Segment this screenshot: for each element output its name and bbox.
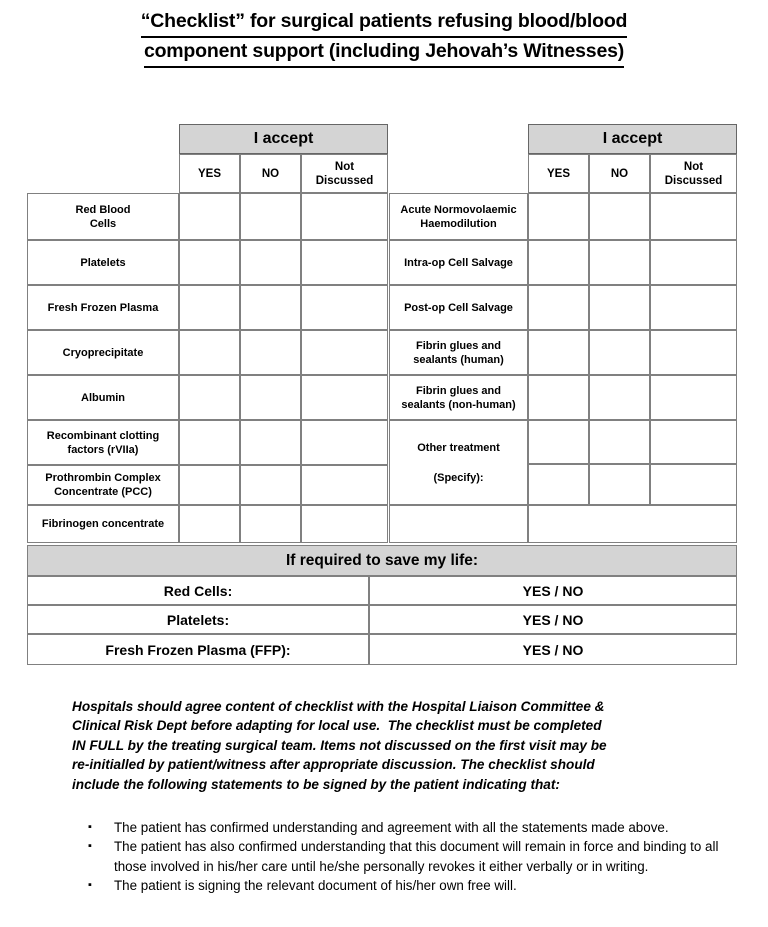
left-row-not-discussed-cell[interactable] (301, 240, 388, 285)
list-item (88, 818, 743, 837)
left-row-not-discussed-cell[interactable] (301, 420, 388, 465)
right-row-label (389, 375, 528, 420)
list-item-text: The patient has confirmed understanding and agreement with all the statements made above. (114, 820, 669, 835)
square-bullet-icon: ▪ (88, 878, 92, 891)
other-treatment-no-cell-a[interactable] (589, 420, 650, 464)
right-row-label (389, 285, 528, 330)
left-row-yes-cell[interactable] (179, 465, 240, 505)
left-row-label (27, 375, 179, 420)
left-row-no-cell[interactable] (240, 375, 301, 420)
right-row-no-cell[interactable] (589, 375, 650, 420)
guidance-note-line-4: re-initialled by patient/witness after appropriate discussion. The checklist should (72, 757, 595, 773)
other-treatment-not-discussed-cell-b[interactable] (650, 464, 737, 505)
left-table-col-no: NO (240, 154, 301, 193)
square-bullet-icon: ▪ (88, 821, 92, 833)
left-table-accept-header: I accept (179, 124, 388, 154)
left-table-col-yes: YES (179, 154, 240, 193)
right-row-label-line1: Fibrin glues and (416, 384, 501, 397)
left-row-label-line1: Prothrombin Complex (45, 472, 161, 484)
right-row-label-line1: Acute Normovolaemic (400, 203, 517, 216)
right-row-no-cell[interactable] (589, 330, 650, 375)
left-row-not-discussed-cell[interactable] (301, 505, 388, 543)
right-row-no-cell[interactable] (589, 193, 650, 240)
left-row-yes-cell[interactable] (179, 375, 240, 420)
left-row-yes-cell[interactable] (179, 240, 240, 285)
right-row-label (389, 193, 528, 240)
left-row-not-discussed-cell[interactable] (301, 285, 388, 330)
right-table-col-not-discussed (650, 154, 737, 193)
left-row-label-line1: Cryoprecipitate (62, 346, 144, 359)
other-treatment-no-cell-b[interactable] (589, 464, 650, 505)
right-row-not-discussed-cell[interactable] (650, 240, 737, 285)
other-treatment-line2: (Specify): (433, 471, 484, 484)
left-row-label (27, 240, 179, 285)
left-row-no-cell[interactable] (240, 193, 301, 240)
left-row-yes-cell[interactable] (179, 505, 240, 543)
right-table-last-blank-label[interactable] (389, 505, 528, 543)
left-row-label (27, 193, 179, 240)
right-row-label-line2: sealants (human) (413, 353, 504, 366)
life-table-header: If required to save my life: (27, 545, 737, 576)
left-row-label (27, 465, 179, 505)
right-row-yes-cell[interactable] (528, 375, 589, 420)
left-row-not-discussed-cell[interactable] (301, 193, 388, 240)
right-table-last-blank-value[interactable] (528, 505, 737, 543)
left-row-no-cell[interactable] (240, 285, 301, 330)
left-row-label-line1: Platelets (80, 256, 126, 269)
left-row-label (27, 330, 179, 375)
right-row-label (389, 240, 528, 285)
left-row-label-line2: factors (rVIIa) (67, 443, 139, 456)
right-row-not-discussed-cell[interactable] (650, 285, 737, 330)
left-row-label (27, 285, 179, 330)
right-row-label-line2: Haemodilution (420, 217, 497, 230)
right-row-yes-cell[interactable] (528, 330, 589, 375)
list-item-text: The patient is signing the relevant document of his/her own free will. (114, 877, 517, 893)
other-treatment-yes-cell-b[interactable] (528, 464, 589, 505)
page-title-line-2: component support (including Jehovah’s Witnesses) (144, 38, 624, 68)
life-row-value[interactable]: YES / NO (369, 634, 737, 665)
square-bullet-icon: ▪ (88, 840, 92, 853)
list-item (88, 837, 743, 876)
right-col-nd-line2: Discussed (664, 174, 723, 187)
other-treatment-yes-cell-a[interactable] (528, 420, 589, 464)
left-row-label (27, 505, 179, 543)
life-row-value[interactable]: YES / NO (369, 605, 737, 634)
right-table-col-no: NO (589, 154, 650, 193)
left-row-label-line1: Fresh Frozen Plasma (47, 301, 159, 314)
right-row-not-discussed-cell[interactable] (650, 193, 737, 240)
guidance-note-line-5: include the following statements to be signed by the patient indicating that: (72, 776, 560, 792)
statement-list (88, 818, 743, 895)
guidance-note-line-2: Clinical Risk Dept before adapting for local use. The checklist must be completed (72, 718, 602, 734)
left-row-yes-cell[interactable] (179, 193, 240, 240)
life-row-label: Fresh Frozen Plasma (FFP): (27, 634, 369, 665)
guidance-note-line-3: IN FULL by the treating surgical team. Items not discussed on the first visit may be (72, 737, 607, 753)
guidance-note (72, 697, 750, 794)
left-row-yes-cell[interactable] (179, 330, 240, 375)
left-table-col-not-discussed (301, 154, 388, 193)
right-row-yes-cell[interactable] (528, 285, 589, 330)
life-row-value[interactable]: YES / NO (369, 576, 737, 605)
right-table-accept-header: I accept (528, 124, 737, 154)
left-row-no-cell[interactable] (240, 330, 301, 375)
right-row-no-cell[interactable] (589, 285, 650, 330)
life-row-label: Red Cells: (27, 576, 369, 605)
left-row-label-line1: Fibrinogen concentrate (41, 518, 165, 530)
left-row-no-cell[interactable] (240, 420, 301, 465)
right-row-label-line1: Fibrin glues and (416, 339, 501, 352)
left-row-no-cell[interactable] (240, 505, 301, 543)
right-row-no-cell[interactable] (589, 240, 650, 285)
left-col-nd-line2: Discussed (315, 174, 374, 187)
left-row-not-discussed-cell[interactable] (301, 375, 388, 420)
life-row-label: Platelets: (27, 605, 369, 634)
left-row-yes-cell[interactable] (179, 420, 240, 465)
right-row-label-line2: sealants (non-human) (401, 398, 516, 411)
page-title (60, 8, 708, 68)
left-row-label (27, 420, 179, 465)
page-title-line-1: “Checklist” for surgical patients refusing blood/blood (141, 8, 628, 38)
right-table-col-yes: YES (528, 154, 589, 193)
guidance-note-line-1: Hospitals should agree content of checklist with the Hospital Liaison Committee & (72, 699, 605, 714)
left-row-not-discussed-cell[interactable] (301, 465, 388, 505)
right-row-label (389, 330, 528, 375)
left-row-label-line1: Red Blood (75, 203, 131, 216)
left-col-nd-line1: Not (334, 160, 355, 173)
left-row-not-discussed-cell[interactable] (301, 330, 388, 375)
right-row-yes-cell[interactable] (528, 193, 589, 240)
right-row-label-line1: Post-op Cell Salvage (404, 301, 513, 314)
right-col-nd-line1: Not (683, 160, 704, 173)
left-row-label-line1: Albumin (81, 391, 125, 404)
left-row-yes-cell[interactable] (179, 285, 240, 330)
left-row-label-line2: Cells (89, 217, 117, 230)
right-row-yes-cell[interactable] (528, 240, 589, 285)
left-row-label-line1: Recombinant clotting (46, 429, 160, 442)
list-item (88, 876, 743, 895)
other-treatment-line1: Other treatment (417, 441, 500, 454)
list-item-text: The patient has also confirmed understanding that this document will remain in force and binding to all those involved in his/her care until he/she personally revokes it either verbally or in writing. (114, 839, 719, 874)
right-row-not-discussed-cell[interactable] (650, 375, 737, 420)
left-row-label-line2: Concentrate (PCC) (54, 486, 152, 498)
right-row-not-discussed-cell[interactable] (650, 330, 737, 375)
other-treatment-not-discussed-cell-a[interactable] (650, 420, 737, 464)
left-row-no-cell[interactable] (240, 240, 301, 285)
left-row-no-cell[interactable] (240, 465, 301, 505)
right-row-label-other-treatment (389, 420, 528, 505)
right-row-label-line1: Intra-op Cell Salvage (404, 256, 513, 269)
